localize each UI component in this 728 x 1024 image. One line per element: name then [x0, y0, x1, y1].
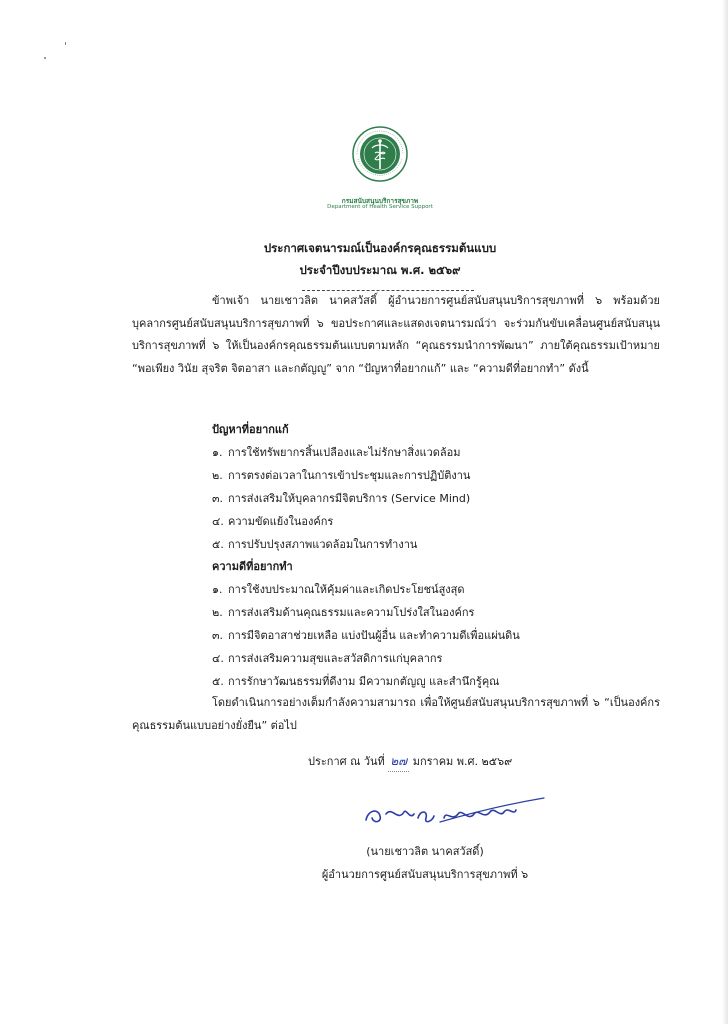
item-text: การปรับปรุงสภาพแวดล้อมในการทำงาน — [228, 538, 418, 551]
item-text: การรักษาวัฒนธรรมที่ดีงาม มีความกตัญญู และสำนึกรู้คุณ — [228, 675, 500, 688]
signer-name: (นายเชาวลิต นาคสวัสดิ์) — [366, 845, 484, 858]
good-deed-item — [212, 626, 520, 644]
handwritten-signature — [348, 792, 548, 832]
problem-item — [212, 466, 470, 484]
item-number: ๓. — [212, 629, 224, 642]
signer-position: ผู้อำนวยการศูนย์สนับสนุนบริการสุขภาพที่ ๖ — [321, 868, 529, 881]
item-number: ๒. — [212, 469, 223, 482]
problem-item — [212, 443, 461, 461]
scan-speck — [65, 42, 66, 45]
document-title: ประกาศเจตนารมณ์เป็นองค์กรคุณธรรมต้นแบบ — [263, 241, 497, 255]
item-text: การส่งเสริมความสุขและสวัสดิการแก่บุคลากร — [228, 652, 443, 665]
signer-block — [300, 840, 550, 886]
org-name-english: Department of Health Service Support — [327, 204, 433, 210]
item-number: ๑. — [212, 583, 223, 596]
item-text: ความขัดแย้งในองค์กร — [228, 515, 334, 528]
goods-heading: ความดีที่อยากทำ — [212, 560, 293, 573]
document-subtitle: ประจำปีงบประมาณ พ.ศ. ๒๕๖๙ — [299, 263, 461, 277]
item-number: ๔. — [212, 652, 224, 665]
item-text: การใช้ทรัพยากรสิ้นเปลืองและไม่รักษาสิ่งแวดล้อม — [228, 446, 461, 459]
item-number: ๕. — [212, 675, 224, 688]
page-edge-shadow — [722, 0, 728, 1024]
closing-text: โดยดำเนินการอย่างเต็มกำลังความสามารถ เพื่อให้ศูนย์สนับสนุนบริการสุขภาพที่ ๖ “เป็นองค์กรคุณธรรมต้นแบบอย่างยั่งยืน” ต่อไป — [132, 696, 660, 732]
closing-paragraph — [132, 692, 660, 737]
announce-prefix: ประกาศ ณ วันที่ — [308, 755, 385, 768]
ministry-seal-logo — [352, 126, 408, 182]
good-deed-item — [212, 649, 442, 667]
item-number: ๑. — [212, 446, 223, 459]
item-number: ๒. — [212, 606, 223, 619]
scan-speck — [44, 57, 46, 59]
problem-item — [212, 512, 333, 530]
good-deed-item — [212, 580, 465, 598]
item-text: การส่งเสริมด้านคุณธรรมและความโปร่งใสในองค์กร — [228, 606, 475, 619]
handwritten-day: ๒๗ — [388, 752, 409, 772]
item-text: การตรงต่อเวลาในการเข้าประชุมและการปฏิบัติงาน — [228, 469, 471, 482]
item-text: การใช้งบประมาณให้คุ้มค่าและเกิดประโยชน์สูงสุด — [228, 583, 465, 596]
good-deed-item — [212, 672, 499, 690]
org-name-thai: กรมสนับสนุนบริการสุขภาพ — [341, 197, 419, 205]
intro-paragraph — [132, 290, 660, 381]
problem-item — [212, 489, 470, 507]
item-text: การมีจิตอาสาช่วยเหลือ แบ่งปันผู้อื่น และทำความดีเพื่อแผ่นดิน — [228, 629, 520, 642]
item-number: ๔. — [212, 515, 224, 528]
announce-suffix: มกราคม พ.ศ. ๒๕๖๙ — [412, 755, 513, 768]
problems-heading: ปัญหาที่อยากแก้ — [212, 423, 289, 436]
item-text: การส่งเสริมให้บุคลากรมีจิตบริการ (Service Mind) — [228, 492, 471, 505]
good-deed-item — [212, 603, 474, 621]
item-number: ๕. — [212, 538, 224, 551]
item-number: ๓. — [212, 492, 224, 505]
announcement-date — [308, 752, 512, 772]
problem-item — [212, 535, 417, 553]
intro-text: ข้าพเจ้า นายเชาวลิต นาคสวัสดิ์ ผู้อำนวยการศูนย์สนับสนุนบริการสุขภาพที่ ๖ พร้อมด้วยบุคลากรศูนย์สนับสนุนบริการสุขภาพที่ ๖ ขอประกาศและแสดงเจตนารมณ์ว่า จะร่วมกันขับเคลื่อนศูนย์สนับสนุนบริการสุขภาพที่ ๖ ให้เป็นองค์กรคุณธรรมต้นแบบตามหลัก “คุณธรรมนำการพัฒนา” ภายใต้คุณธรรมเป้าหมาย “พอเพียง วินัย สุจริต จิตอาสา และกตัญญู” จาก “ปัญหาที่อยากแก้” และ “ความดีที่อยากทำ” ดังนี้ — [132, 294, 660, 376]
